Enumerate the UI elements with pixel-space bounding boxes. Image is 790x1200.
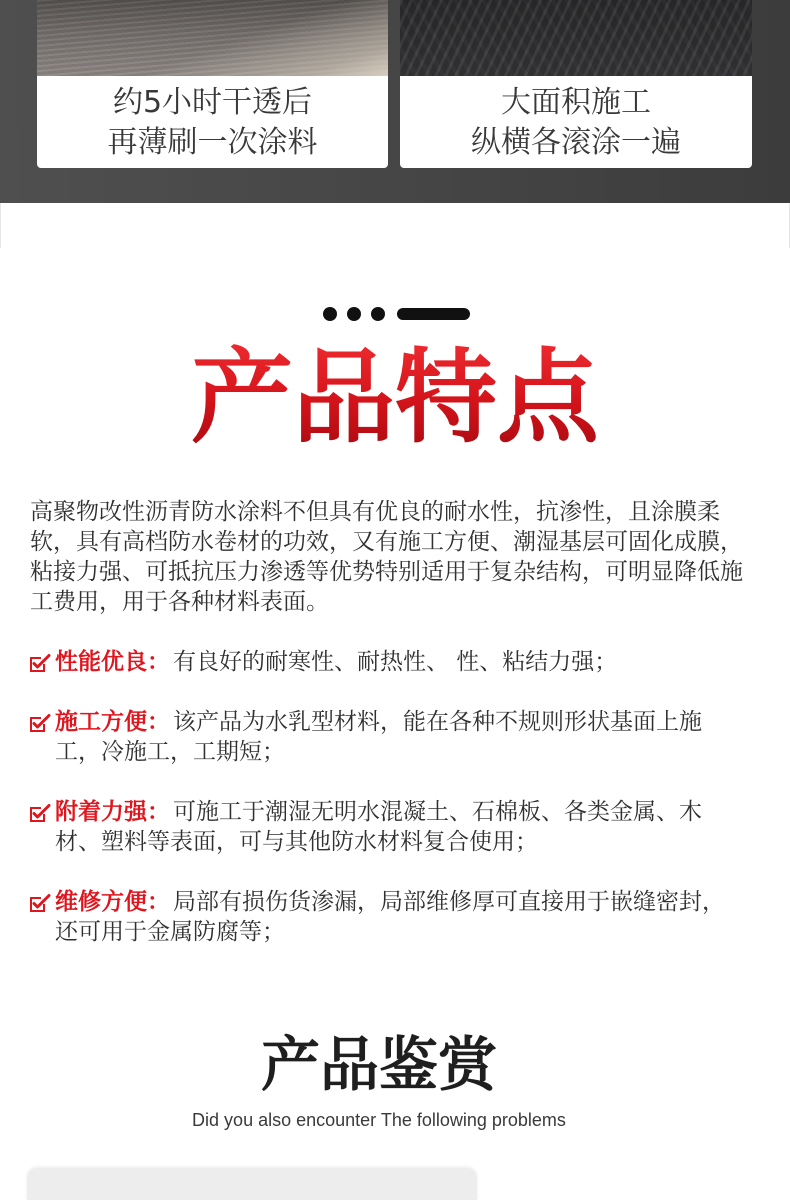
step-card-drying	[37, 0, 388, 168]
feature-line-continued: 材、塑料等表面，可与其他防水材料复合使用；	[55, 829, 538, 855]
feature-text: 可施工于潮湿无明水混凝土、石棉板、各类金属、木	[173, 799, 702, 825]
feature-item-adhesion	[0, 797, 790, 857]
divider-dot	[371, 307, 385, 321]
intro-line: 高聚物改性沥青防水涂料不但具有优良的耐水性，抗渗性，且涂膜柔	[30, 499, 720, 525]
feature-text: 局部有损伤货渗漏，局部维修厚可直接用于嵌缝密封，	[173, 889, 725, 915]
showcase-subtitle: Did you also encounter The following problems	[192, 1110, 566, 1130]
intro-line: 软，具有高档防水卷材的功效，又有施工方便、潮湿基层可固化成膜，	[30, 529, 743, 555]
feature-item-performance	[0, 647, 790, 677]
rolled-coating-photo	[400, 0, 752, 76]
divider-dot	[323, 307, 337, 321]
feature-item-easy-construction	[0, 707, 790, 767]
red-checkbox-icon	[29, 803, 51, 823]
feature-label: 维修方便：	[55, 889, 170, 915]
step-card-caption	[37, 76, 388, 168]
caption-line: 约5小时干透后	[112, 85, 313, 120]
feature-line	[0, 887, 790, 917]
caption-line: 大面积施工	[501, 85, 651, 120]
divider-bar	[397, 308, 470, 320]
red-checkbox-icon	[29, 653, 51, 673]
section-divider-dots	[323, 307, 471, 321]
features-heading: 产品特点	[0, 343, 790, 455]
showcase-heading: 产品鉴赏	[260, 1030, 497, 1099]
divider-dot	[347, 307, 361, 321]
caption-line: 纵横各滚涂一遍	[471, 125, 681, 160]
feature-item-easy-repair	[0, 887, 790, 947]
feature-text: 该产品为水乳型材料，能在各种不规则形状基面上施	[173, 709, 702, 735]
feature-text: 有良好的耐寒性、耐热性、 性、粘结力强；	[173, 649, 618, 675]
caption-line: 再薄刷一次涂料	[107, 125, 318, 160]
feature-label: 附着力强：	[55, 799, 170, 825]
feature-line-continued: 还可用于金属防腐等；	[55, 919, 285, 945]
feature-line	[0, 647, 790, 677]
feature-line	[0, 707, 790, 737]
red-checkbox-icon	[29, 893, 51, 913]
intro-line: 粘接力强、可抵抗压力渗透等优势特别适用于复杂结构，可明显降低施	[30, 559, 743, 585]
red-checkbox-icon	[29, 713, 51, 733]
step-card-rolling	[400, 0, 752, 168]
coated-wall-photo	[37, 0, 388, 76]
intro-paragraph	[30, 497, 743, 617]
band-frame-edge	[0, 203, 790, 248]
feature-label: 性能优良：	[55, 649, 170, 675]
top-photo-band	[0, 0, 790, 203]
intro-line: 工费用，用于各种材料表面。	[30, 589, 329, 615]
feature-label: 施工方便：	[55, 709, 170, 735]
showcase-image-card	[27, 1168, 477, 1200]
step-card-caption	[400, 76, 752, 168]
feature-line	[0, 797, 790, 827]
feature-line-continued: 工，冷施工，工期短；	[55, 739, 285, 765]
